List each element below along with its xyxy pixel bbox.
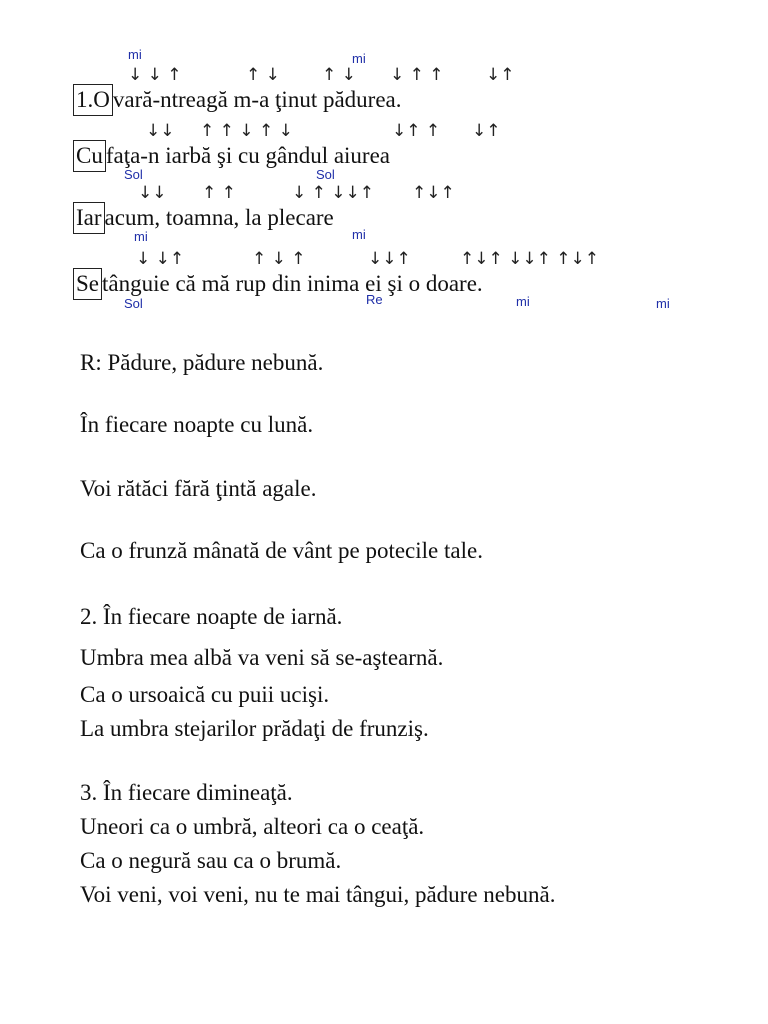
lyric-line <box>73 84 402 116</box>
lyric-line <box>73 202 334 234</box>
strum-arrows: ↑↓↑ ↓↓↑ ↑↓↑ <box>460 249 600 269</box>
lyric-text: acum, toamna, la plecare <box>104 205 334 230</box>
chord-label: mi <box>352 51 366 66</box>
verse2-line: La umbra stejarilor prădaţi de frunziş. <box>80 716 429 741</box>
strum-arrows: ↑ ↓ <box>322 65 356 85</box>
strum-arrows: ↓ ↓↑ <box>136 249 185 269</box>
verse3-line: 3. În fiecare dimineaţă. <box>80 780 293 805</box>
strum-arrows: ↑ ↓ <box>246 65 280 85</box>
lyric-text: tânguie că mă rup din inima ei şi o doare. <box>102 271 483 296</box>
chord-label: mi <box>352 227 366 242</box>
strum-arrows: ↑↓↑ <box>412 183 455 203</box>
verse-start-box: Se <box>73 268 102 300</box>
chord-label: mi <box>134 229 148 244</box>
chord-label: Sol <box>316 167 335 182</box>
chord-label: mi <box>128 47 142 62</box>
verse-start-box: Cu <box>73 140 106 172</box>
verse2-line: Umbra mea albă va veni să se-aştearnă. <box>80 645 444 670</box>
strum-arrows: ↓↓ <box>146 121 175 141</box>
chord-label: Sol <box>124 167 143 182</box>
verse2-line: Ca o ursoaică cu puii ucişi. <box>80 682 330 707</box>
verse-start-box: 1.O <box>73 84 113 116</box>
strum-arrows: ↓ ↑ ↑ <box>390 65 444 85</box>
chord-label: Re <box>366 292 383 307</box>
strum-arrows: ↓↓ <box>138 183 167 203</box>
lyric-line <box>73 140 390 172</box>
strum-arrows: ↓ ↓ ↑ <box>128 65 182 85</box>
strum-arrows: ↓↑ <box>486 65 515 85</box>
chorus-line: Voi rătăci fără ţintă agale. <box>80 476 317 501</box>
strum-arrows: ↓↑ <box>472 121 501 141</box>
chord-label: mi <box>656 296 670 311</box>
strum-arrows: ↓↓↑ <box>368 249 411 269</box>
strum-arrows: ↑ ↑ ↓ ↑ ↓ <box>200 121 293 141</box>
verse3-line: Ca o negură sau ca o brumă. <box>80 848 342 873</box>
chord-label: mi <box>516 294 530 309</box>
lyric-text: vară-ntreagă m-a ţinut pădurea. <box>112 87 402 112</box>
strum-arrows: ↓↑ ↑ <box>392 121 441 141</box>
chorus-line: În fiecare noapte cu lună. <box>80 412 314 437</box>
verse3-line: Voi veni, voi veni, nu te mai tângui, pădure nebună. <box>80 882 556 907</box>
chorus-line: R: Pădure, pădure nebună. <box>80 350 324 375</box>
chord-label: Sol <box>124 296 143 311</box>
strum-arrows: ↑ ↑ <box>202 183 236 203</box>
verse3-line: Uneori ca o umbră, alteori ca o ceaţă. <box>80 814 425 839</box>
chorus-line: Ca o frunză mânată de vânt pe potecile tale. <box>80 538 483 563</box>
lyric-text: faţa-n iarbă şi cu gândul aiurea <box>105 143 391 168</box>
strum-arrows: ↑ ↓ ↑ <box>252 249 306 269</box>
strum-arrows: ↓ ↑ ↓↓↑ <box>292 183 375 203</box>
verse-start-box: Iar <box>73 202 105 234</box>
verse2-line: 2. În fiecare noapte de iarnă. <box>80 604 343 629</box>
